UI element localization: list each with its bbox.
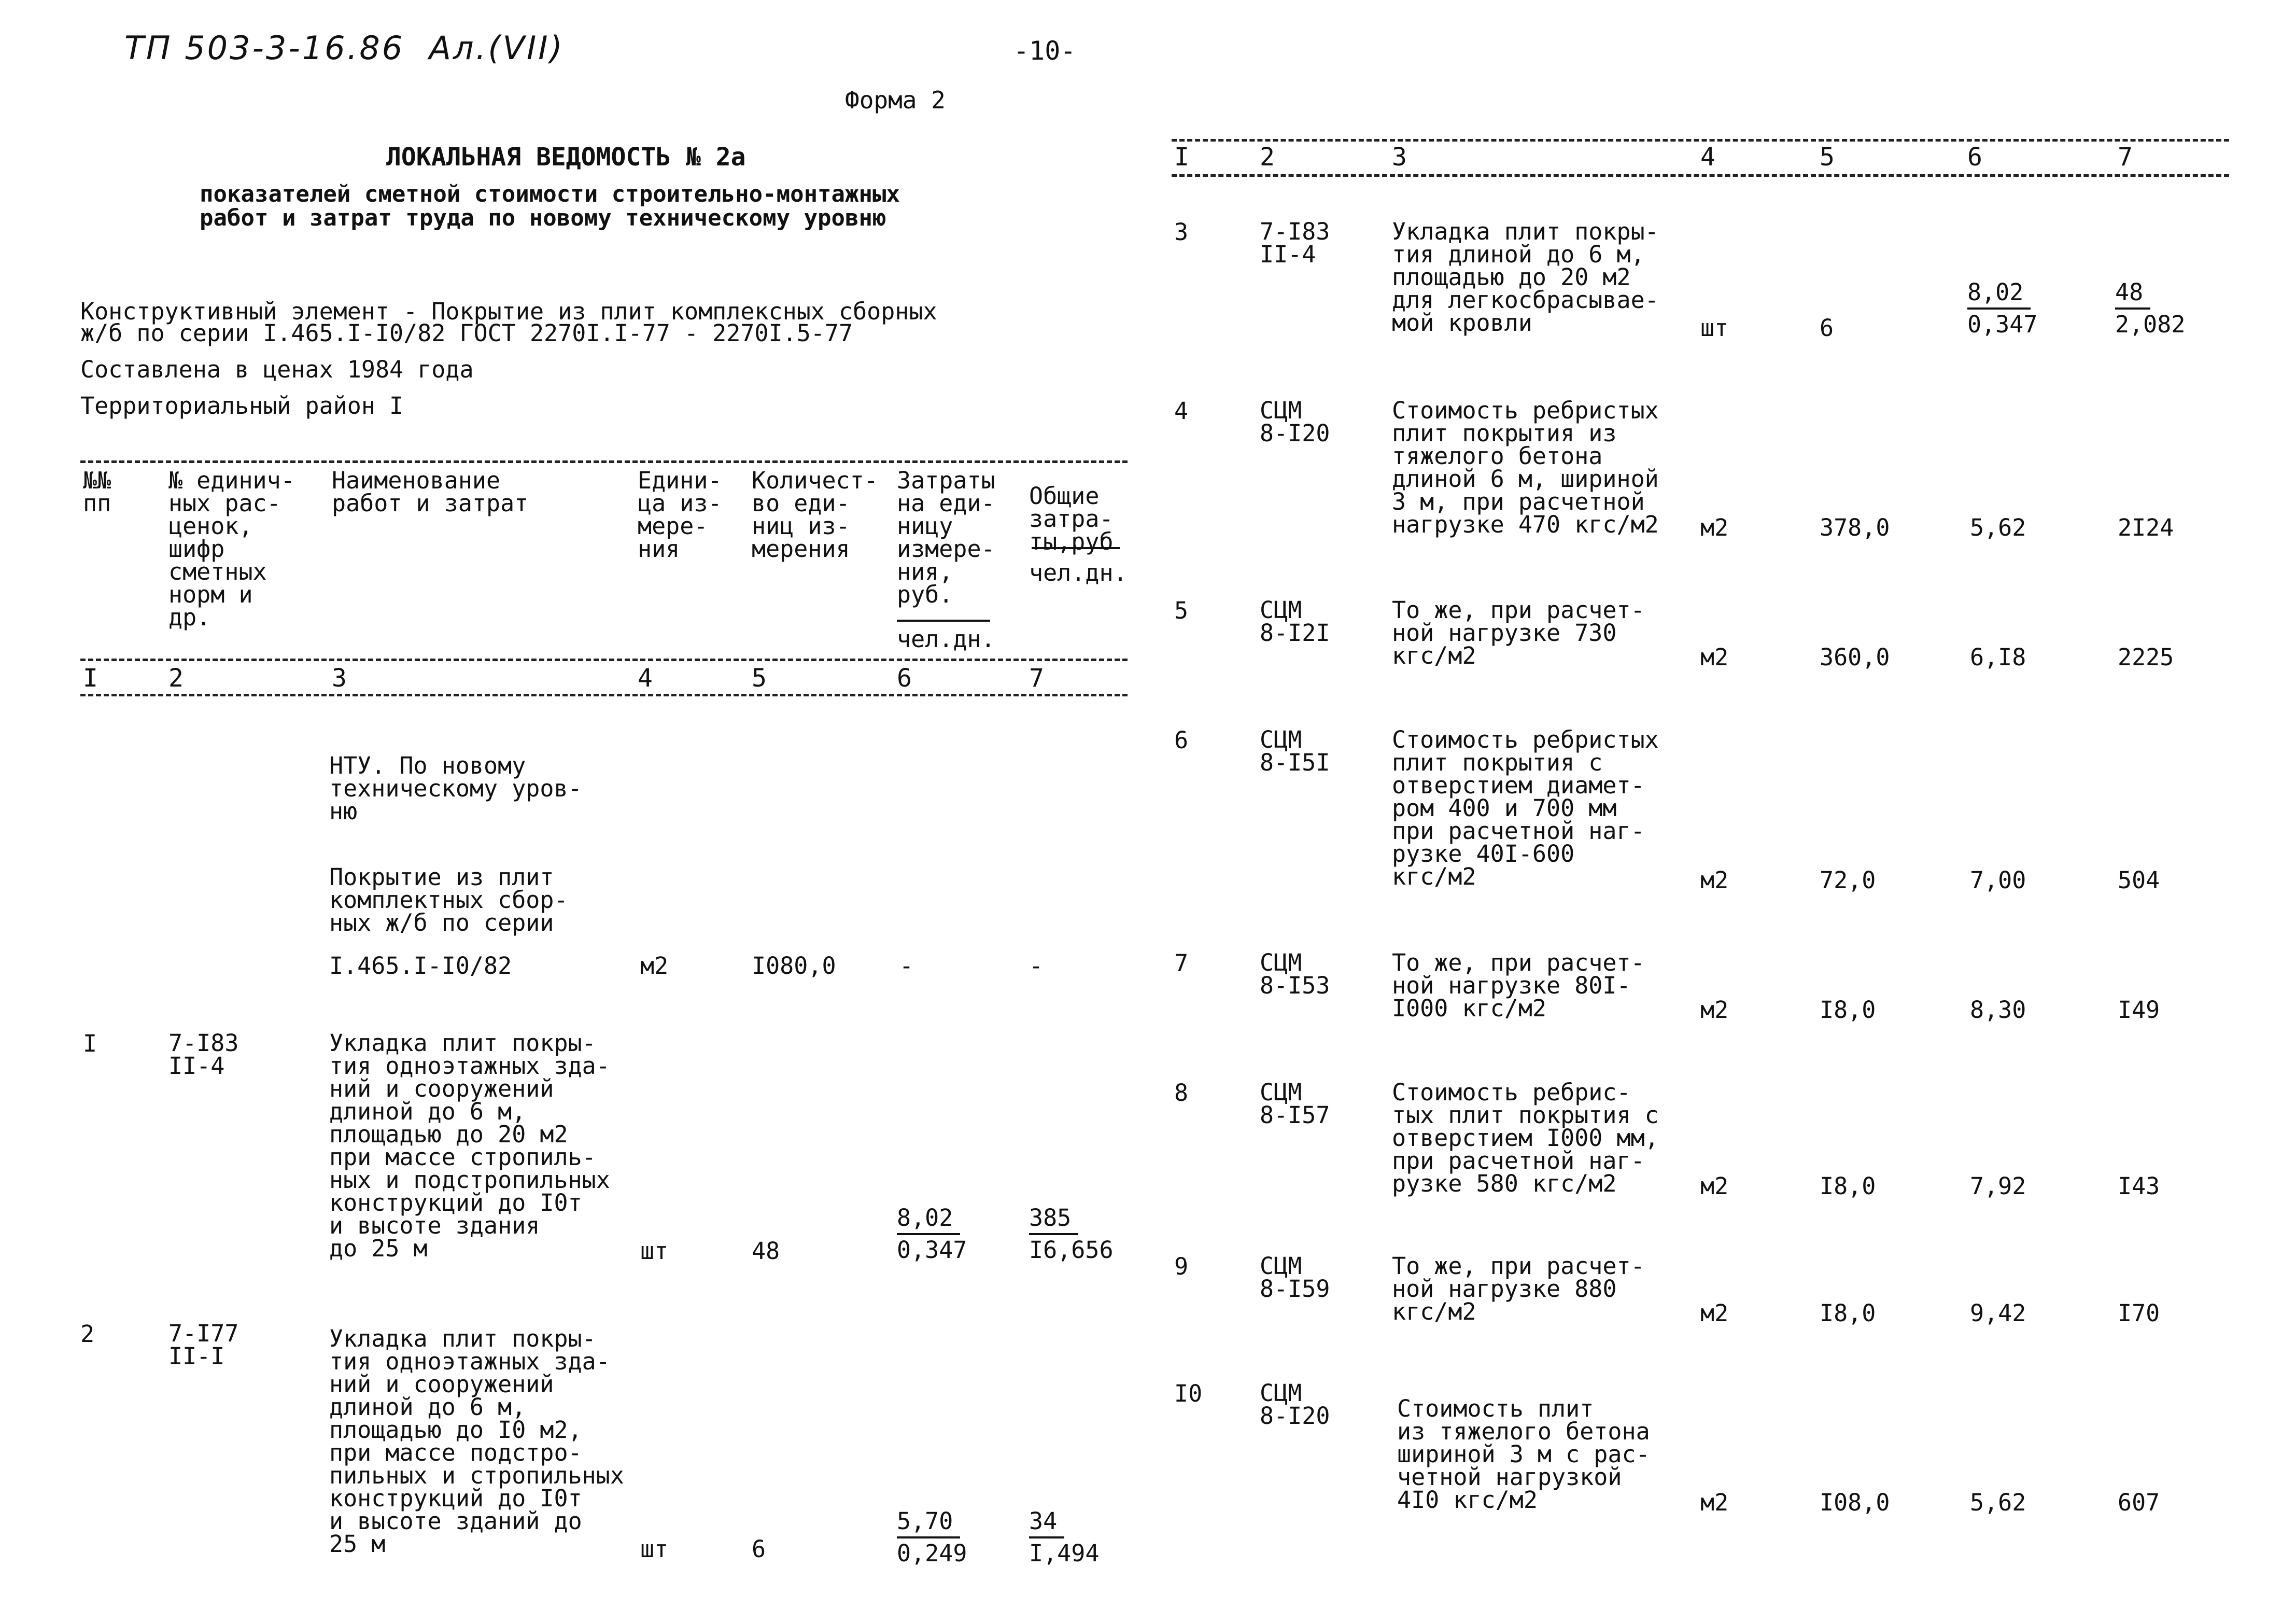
col-header-rate-code: № единич- ных рас- ценок, шифр сметных норм и др. [168, 467, 295, 631]
row-3-unit-cost [1967, 277, 2037, 340]
row-3-quantity: 6 [1820, 314, 1834, 342]
right-col-number-6: 6 [1967, 143, 1982, 172]
header-top-rule [80, 460, 1128, 463]
row-1-total-cost-rub: 385 [1029, 1203, 1078, 1235]
header-bottom-rule [80, 694, 1128, 696]
col-header-total-cost: Общие затра- ты,руб [1029, 482, 1114, 555]
col-number-7: 7 [1029, 664, 1044, 693]
right-header-top-rule [1172, 139, 2229, 142]
row-9-number: 9 [1174, 1253, 1189, 1280]
row-6-quantity: 72,0 [1820, 866, 1876, 894]
row-2-unit: шт [640, 1535, 669, 1563]
row-3-total-cost-rub: 48 [2115, 277, 2150, 310]
row-1-unit-cost-rub: 8,02 [897, 1203, 960, 1235]
col-header-number: №№ пп [83, 467, 111, 517]
row-3-code: 7-I83 II-4 [1260, 218, 1330, 268]
col-header-total-cost-rule [1032, 547, 1120, 549]
row-4-number: 4 [1174, 397, 1189, 425]
col-number-3: 3 [332, 664, 347, 693]
form-label: Форма 2 [845, 86, 946, 114]
row-7-description: То же, при расчет- ной нагрузке 80I- I000 кгс/м2 [1392, 949, 1645, 1022]
row-7-code: СЦМ 8-I53 [1260, 949, 1330, 999]
row-6-unit: м2 [1700, 866, 1729, 894]
row-7-total-cost: I49 [2118, 996, 2160, 1024]
col-header-unit-cost-labour: чел.дн. [897, 625, 995, 653]
row-1-total-cost [1029, 1203, 1114, 1265]
row-2-code: 7-I77 II-I [168, 1320, 239, 1370]
row-10-unit-cost: 5,62 [1970, 1489, 2026, 1516]
row-3-number: 3 [1174, 218, 1189, 246]
row-1-quantity: 48 [752, 1237, 780, 1265]
row-3-description: Укладка плит покры- тия длиной до 6 м, площадью до 20 м2 для легкосбрасывае- мой кровли [1392, 218, 1659, 337]
row-6-unit-cost: 7,00 [1970, 866, 2026, 894]
col-number-5: 5 [752, 664, 767, 693]
row-5-unit-cost: 6,I8 [1970, 643, 2026, 671]
right-header-bottom-rule [1172, 174, 2229, 177]
col-header-total-cost-labour: чел.дн. [1029, 559, 1128, 586]
row-1-code: 7-I83 II-4 [168, 1029, 239, 1080]
row-2-total-cost-labour: I,494 [1029, 1540, 1100, 1567]
row-8-total-cost: I43 [2118, 1172, 2160, 1200]
territorial-district: Территориальный район I [80, 392, 404, 419]
row-4-description: Стоимость ребристых плит покрытия из тяжелого бетона длиной 6 м, шириной 3 м, при расчетной нагрузке 470 кгс/м2 [1392, 397, 1659, 538]
cover-description: Покрытие из плит комплектных сбор- ных ж/б по серии [329, 863, 568, 936]
row-2-total-cost [1029, 1506, 1099, 1569]
row-7-unit: м2 [1700, 996, 1729, 1024]
ntu-heading: НТУ. По новому техническому уров- ню [329, 752, 582, 825]
col-header-quantity: Количест- во еди- ниц из- мерения [752, 467, 878, 563]
row-6-total-cost: 504 [2118, 866, 2160, 894]
right-col-number-7: 7 [2118, 143, 2133, 172]
row-2-unit-cost-labour: 0,249 [897, 1540, 967, 1567]
cover-total-cost: - [1029, 952, 1044, 980]
col-number-4: 4 [638, 664, 653, 693]
row-5-number: 5 [1174, 597, 1189, 624]
right-col-number-3: 3 [1392, 143, 1407, 172]
row-6-code: СЦМ 8-I5I [1260, 726, 1330, 776]
row-8-unit: м2 [1700, 1172, 1729, 1200]
row-9-unit: м2 [1700, 1299, 1729, 1327]
row-9-quantity: I8,0 [1820, 1299, 1876, 1327]
row-8-unit-cost: 7,92 [1970, 1172, 2026, 1200]
row-9-unit-cost: 9,42 [1970, 1299, 2026, 1327]
structural-element-line2: ж/б по серии I.465.I-I0/82 ГОСТ 2270I.I-77 - 2270I.5-77 [80, 319, 853, 347]
row-10-quantity: I08,0 [1820, 1489, 1890, 1516]
row-4-code: СЦМ 8-I20 [1260, 397, 1330, 447]
row-5-description: То же, при расчет- ной нагрузке 730 кгс/м2 [1392, 596, 1645, 669]
page-number: -10- [1013, 36, 1076, 66]
cover-series: I.465.I-I0/82 [329, 952, 512, 980]
row-1-unit: шт [640, 1237, 669, 1265]
row-8-number: 8 [1174, 1079, 1189, 1107]
row-10-code: СЦМ 8-I20 [1260, 1379, 1330, 1430]
row-3-total-cost-labour: 2,082 [2115, 311, 2186, 338]
row-2-unit-cost-rub: 5,70 [897, 1506, 960, 1538]
col-header-work-name: Наименование работ и затрат [332, 467, 529, 517]
structural-element-line1: Конструктивный элемент - Покрытие из плит комплексных сборных [80, 298, 937, 325]
cover-quantity: I080,0 [752, 952, 836, 980]
row-4-unit: м2 [1700, 514, 1729, 541]
row-10-number: I0 [1174, 1380, 1203, 1407]
row-2-quantity: 6 [752, 1535, 766, 1563]
row-10-total-cost: 607 [2118, 1489, 2160, 1516]
sheet-title: ЛОКАЛЬНАЯ ВЕДОМОСТЬ № 2а [386, 143, 746, 172]
row-8-code: СЦМ 8-I57 [1260, 1079, 1330, 1129]
header-mid-rule [80, 659, 1128, 661]
col-number-2: 2 [168, 664, 184, 693]
row-1-total-cost-labour: I6,656 [1029, 1236, 1114, 1264]
price-basis: Составлена в ценах 1984 года [80, 356, 474, 383]
row-3-unit: шт [1700, 314, 1729, 342]
row-1-unit-cost [897, 1203, 967, 1265]
row-5-code: СЦМ 8-I2I [1260, 596, 1330, 647]
row-5-quantity: 360,0 [1820, 643, 1890, 671]
row-5-unit: м2 [1700, 643, 1729, 671]
right-col-number-2: 2 [1260, 143, 1275, 172]
cover-unit-cost: - [899, 952, 914, 980]
row-1-description: Укладка плит покры- тия одноэтажных зда- ний и сооружений длиной до 6 м, площадью до 20 м2 при массе стропиль- ных и подстропильных конструкций до I0т и высоте здания до 25 м [329, 1029, 610, 1262]
row-7-number: 7 [1174, 949, 1189, 977]
col-header-unit-cost: Затраты на еди- ницу измере- ния, руб. [897, 467, 995, 608]
right-col-number-5: 5 [1820, 143, 1835, 172]
row-3-unit-cost-rub: 8,02 [1967, 277, 2031, 310]
row-7-unit-cost: 8,30 [1970, 996, 2026, 1024]
row-2-unit-cost [897, 1506, 967, 1569]
row-9-description: То же, при расчет- ной нагрузке 880 кгс/м2 [1392, 1252, 1645, 1325]
row-4-total-cost: 2I24 [2118, 514, 2174, 541]
document-code: ТП 503-3-16.86 Ал.(VII) [124, 29, 565, 67]
row-2-total-cost-rub: 34 [1029, 1506, 1064, 1538]
row-7-quantity: I8,0 [1820, 996, 1876, 1024]
sheet-subtitle-line1: показателей сметной стоимости строительно-монтажных [200, 181, 900, 207]
col-header-unit: Едини- ца из- мере- ния [638, 467, 722, 563]
row-5-total-cost: 2225 [2118, 643, 2174, 671]
row-1-number: I [83, 1030, 97, 1057]
right-col-number-4: 4 [1700, 143, 1715, 172]
right-col-number-1: I [1174, 143, 1189, 172]
sheet-subtitle-line2: работ и затрат труда по новому техническому уровню [200, 205, 886, 231]
row-3-total-cost [2115, 277, 2185, 340]
row-10-unit: м2 [1700, 1489, 1729, 1516]
row-1-unit-cost-labour: 0,347 [897, 1236, 967, 1264]
row-8-quantity: I8,0 [1820, 1172, 1876, 1200]
row-9-total-cost: I70 [2118, 1299, 2160, 1327]
row-2-number: 2 [80, 1320, 95, 1348]
row-6-number: 6 [1174, 726, 1189, 754]
row-2-description: Укладка плит покры- тия одноэтажных зда- ний и сооружений длиной до 6 м, площадью до I0 м2, при массе подстро- пильных и стропильных конструкций до I0т и высоте зданий до 25 м [329, 1325, 624, 1558]
col-header-unit-cost-rule [897, 620, 990, 622]
row-4-unit-cost: 5,62 [1970, 514, 2026, 541]
row-10-description: Стоимость плит из тяжелого бетона шириной 3 м с рас- четной нагрузкой 4I0 кгс/м2 [1397, 1395, 1650, 1514]
row-8-description: Стоимость ребрис- тых плит покрытия с отверстием I000 мм, при расчетной наг- рузке 580 кгс/м2 [1392, 1079, 1659, 1197]
row-9-code: СЦМ 8-I59 [1260, 1252, 1330, 1303]
cover-unit: м2 [640, 952, 669, 980]
col-number-1: I [83, 664, 98, 693]
col-number-6: 6 [897, 664, 912, 693]
row-4-quantity: 378,0 [1820, 514, 1890, 541]
row-6-description: Стоимость ребристых плит покрытия с отверстием диамет- ром 400 и 700 мм при расчетной наг- рузке 40I-600 кгс/м2 [1392, 726, 1659, 890]
row-3-unit-cost-labour: 0,347 [1967, 311, 2038, 338]
